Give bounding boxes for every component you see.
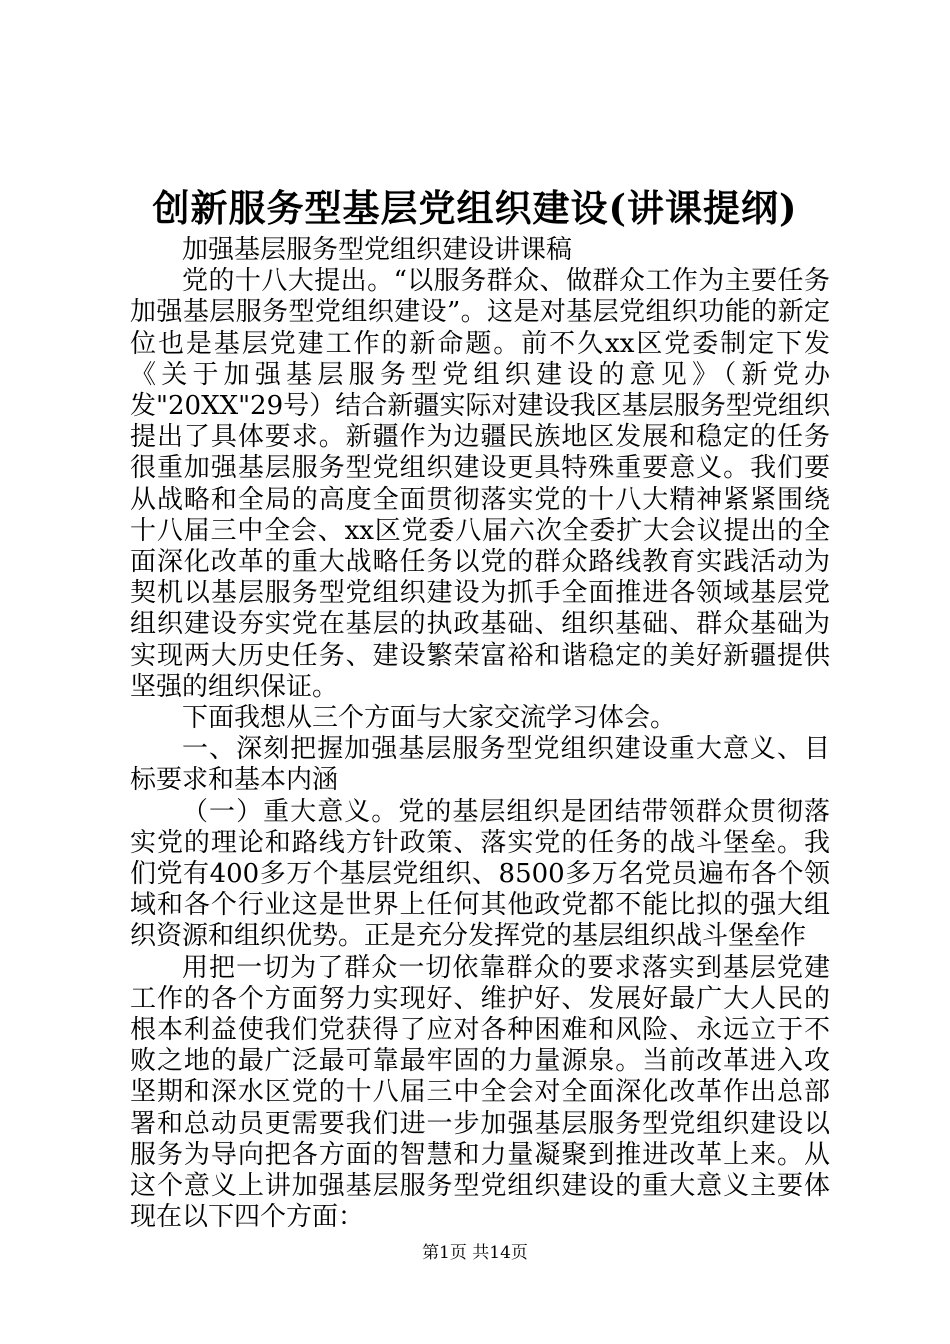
section-heading: 一、深刻把握加强基层服务型党组织建设重大意义、目标要求和基本内涵 bbox=[130, 734, 830, 796]
paragraph: 加强基层服务型党组织建设讲课稿 bbox=[182, 235, 573, 265]
page-number: 第1页 共14页 bbox=[422, 1243, 528, 1263]
document-title: 创新服务型基层党组织建设(讲课提纲) bbox=[152, 186, 798, 230]
document-body bbox=[130, 235, 830, 1234]
paragraph: （一）重大意义。党的基层组织是团结带领群众贯彻落实党的理论和路线方针政策、落实党的任务的战斗堡垒。我们党有400多万个基层党组织、8500多万名党员遍布各个领域和各个行业这是世界上任何其他政党都不能比拟的强大组织资源和组织优势。正是充分发挥党的基层组织战斗堡垒作 bbox=[130, 796, 830, 952]
paragraph: 党的十八大提出。“以服务群众、做群众工作为主要任务加强基层服务型党组织建设”。这是对基层党组织功能的新定位也是基层党建工作的新命题。前不久xx区党委制定下发《关于加强基层服务型党组织建设的意见》（新党办发"20XX"29号）结合新疆实际对建设我区基层服务型党组织提出了具体要求。新疆作为边疆民族地区发展和稳定的任务很重加强基层服务型党组织建设更具特殊重要意义。我们要从战略和全局的高度全面贯彻落实党的十八大精神紧紧围绕十八届三中全会、xx区党委八届六次全委扩大会议提出的全面深化改革的重大战略任务以党的群众路线教育实践活动为契机以基层服务型党组织建设为抓手全面推进各领域基层党组织建设夯实党在基层的执政基础、组织基础、群众基础为实现两大历史任务、建设繁荣富裕和谐稳定的美好新疆提供坚强的组织保证。 bbox=[130, 266, 830, 702]
paragraph: 用把一切为了群众一切依靠群众的要求落实到基层党建工作的各个方面努力实现好、维护好、发展好最广大人民的根本利益使我们党获得了应对各种困难和风险、永远立于不败之地的最广泛最可靠最牢固的力量源泉。当前改革进入攻坚期和深水区党的十八届三中全会对全面深化改革作出总部署和总动员更需要我们进一步加强基层服务型党组织建设以服务为导向把各方面的智慧和力量凝聚到推进改革上来。从这个意义上讲加强基层服务型党组织建设的重大意义主要体现在以下四个方面： bbox=[130, 952, 830, 1233]
paragraph: 下面我想从三个方面与大家交流学习体会。 bbox=[182, 703, 677, 734]
